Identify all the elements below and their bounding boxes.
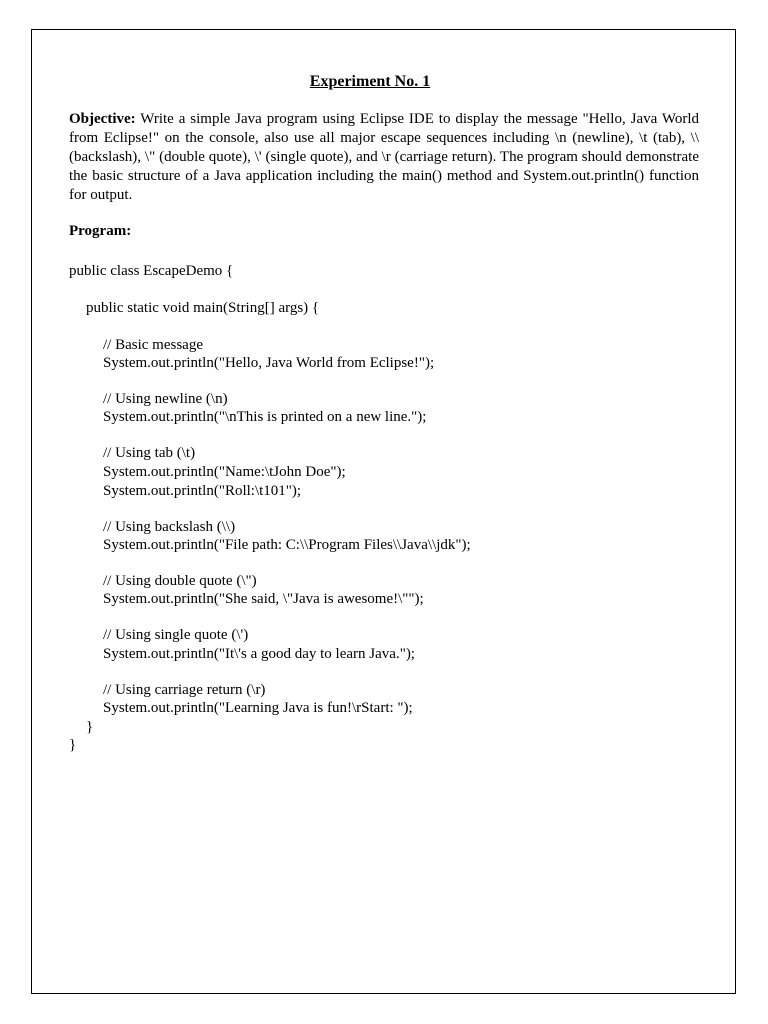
code-comment: // Using double quote (\"): [103, 573, 257, 589]
code-line: System.out.println("Learning Java is fun!\rStart: ");: [103, 700, 413, 716]
code-comment: // Using newline (\n): [103, 391, 228, 407]
code-line: System.out.println("She said, \"Java is awesome!\"");: [103, 591, 424, 607]
code-line: System.out.println("Roll:\t101");: [103, 483, 302, 499]
code-line: System.out.println("Name:\tJohn Doe");: [103, 464, 346, 480]
code-comment: // Basic message: [103, 337, 203, 353]
page-title: Experiment No. 1: [309, 73, 431, 90]
code-line: System.out.println("Hello, Java World from Eclipse!");: [103, 355, 435, 371]
code-closing-brace: }: [69, 737, 77, 753]
objective-label: Objective:: [69, 111, 136, 127]
objective-text: Write a simple Java program using Eclipse IDE to display the message "Hello, Java World from Eclipse!" on the console, also use all major escape sequences including \n (newline), \t (tab), \\ (backslash), \" (double quote), \' (single quote), and \r (carriage return). The program should demonstrate the basic structure of a Java application including the main() method and System.out.println() function for output.: [69, 111, 700, 203]
code-line: public class EscapeDemo {: [69, 263, 234, 279]
code-comment: // Using carriage return (\r): [103, 682, 266, 698]
objective-paragraph: [69, 110, 699, 205]
code-line: public static void main(String[] args) {: [86, 300, 320, 316]
program-label: Program:: [69, 223, 132, 239]
code-line: System.out.println("It\'s a good day to learn Java.");: [103, 646, 415, 662]
code-closing-brace: }: [86, 719, 94, 735]
code-comment: // Using backslash (\\): [103, 519, 236, 535]
code-comment: // Using tab (\t): [103, 445, 196, 461]
code-line: System.out.println("\nThis is printed on a new line.");: [103, 409, 427, 425]
code-line: System.out.println("File path: C:\\Program Files\\Java\\jdk");: [103, 537, 471, 553]
code-comment: // Using single quote (\'): [103, 627, 249, 643]
